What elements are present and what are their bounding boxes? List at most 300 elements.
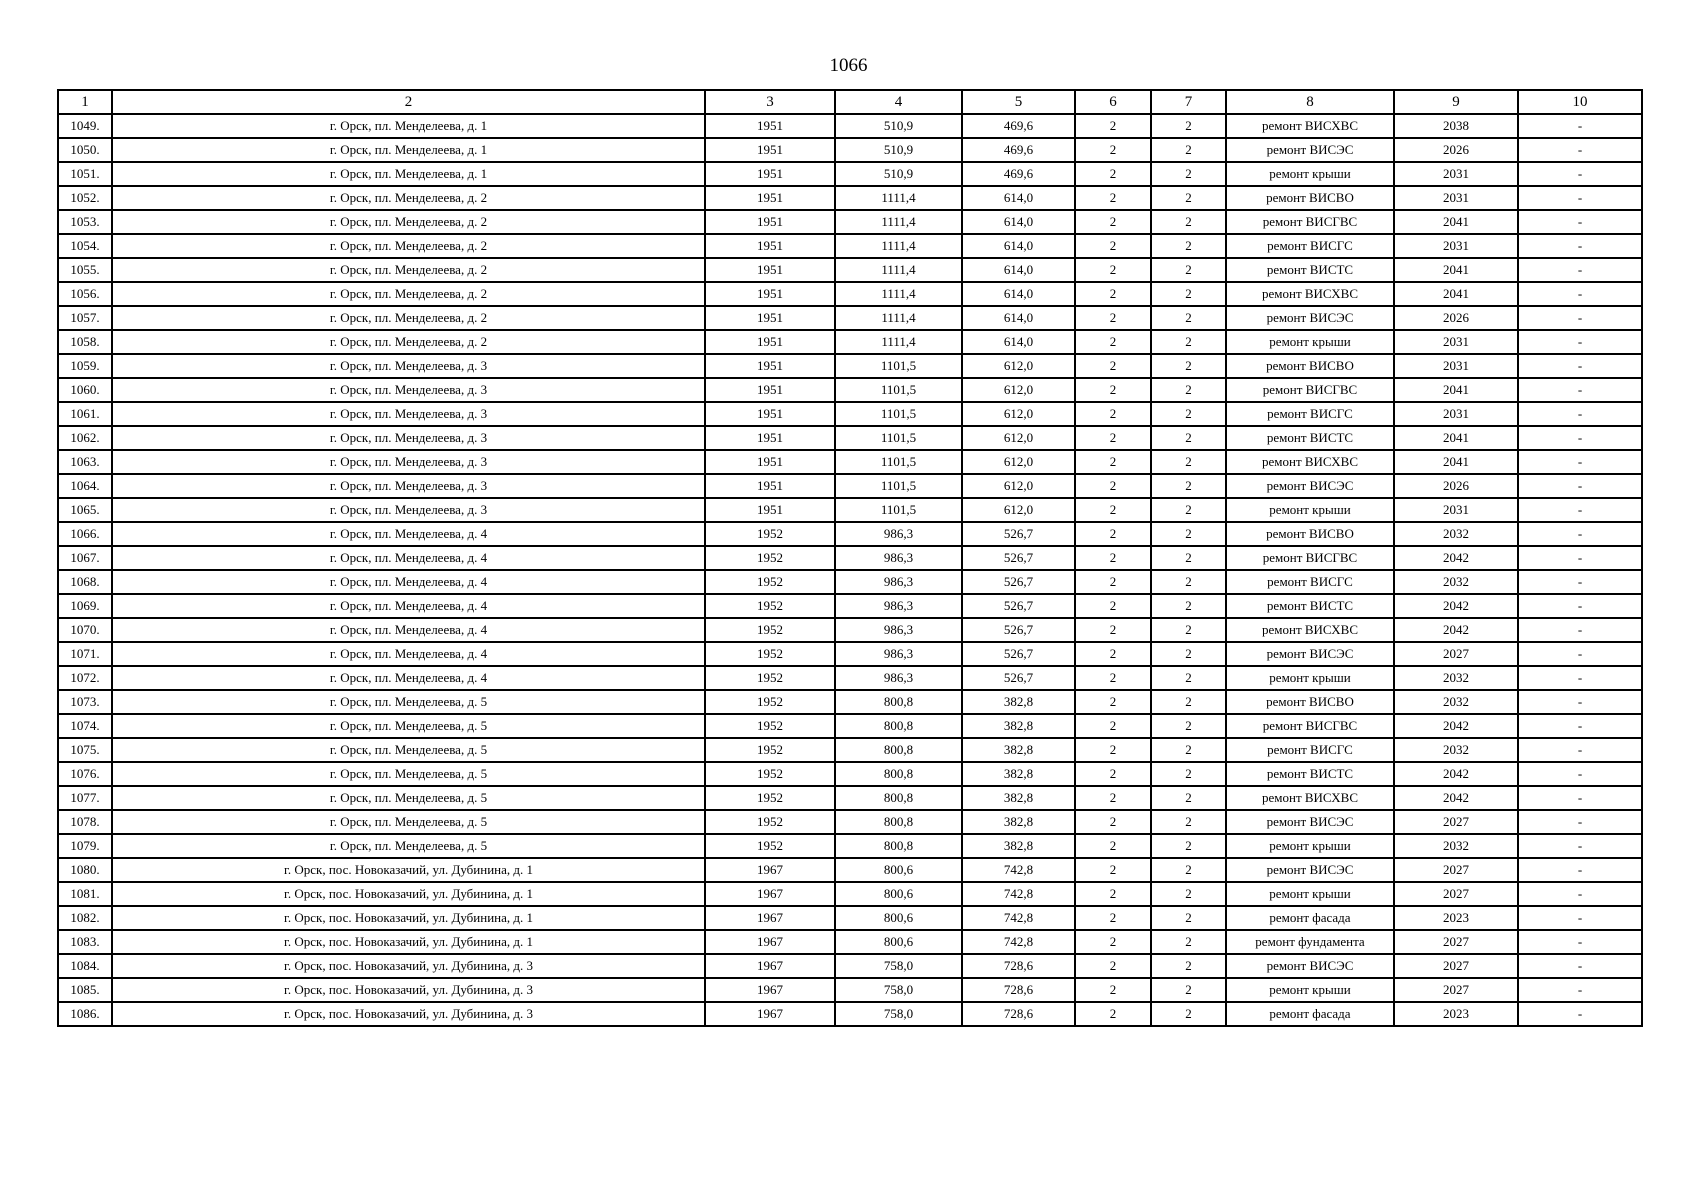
cell-row-number: 1070. bbox=[58, 618, 112, 642]
cell-work-type: ремонт ВИСЭС bbox=[1226, 642, 1394, 666]
cell-note: - bbox=[1518, 930, 1642, 954]
cell-living-area: 742,8 bbox=[962, 882, 1075, 906]
cell-floors: 2 bbox=[1075, 474, 1151, 498]
cell-work-type: ремонт ВИСЭС bbox=[1226, 138, 1394, 162]
header-cell-9: 9 bbox=[1394, 90, 1518, 114]
cell-total-area: 986,3 bbox=[835, 642, 962, 666]
cell-living-area: 728,6 bbox=[962, 978, 1075, 1002]
cell-floors: 2 bbox=[1075, 690, 1151, 714]
table-row bbox=[58, 954, 1642, 978]
cell-row-number: 1050. bbox=[58, 138, 112, 162]
cell-living-area: 526,7 bbox=[962, 642, 1075, 666]
cell-row-number: 1073. bbox=[58, 690, 112, 714]
cell-year-built: 1952 bbox=[705, 642, 835, 666]
cell-floors: 2 bbox=[1075, 738, 1151, 762]
cell-living-area: 382,8 bbox=[962, 810, 1075, 834]
cell-row-number: 1059. bbox=[58, 354, 112, 378]
table-row bbox=[58, 426, 1642, 450]
cell-total-area: 986,3 bbox=[835, 546, 962, 570]
cell-year-built: 1952 bbox=[705, 522, 835, 546]
cell-total-area: 1101,5 bbox=[835, 426, 962, 450]
cell-work-type: ремонт ВИСХВС bbox=[1226, 450, 1394, 474]
cell-work-type: ремонт ВИСЭС bbox=[1226, 954, 1394, 978]
cell-year-built: 1951 bbox=[705, 258, 835, 282]
cell-floors: 2 bbox=[1075, 354, 1151, 378]
cell-planned-year: 2041 bbox=[1394, 378, 1518, 402]
cell-row-number: 1071. bbox=[58, 642, 112, 666]
cell-year-built: 1952 bbox=[705, 786, 835, 810]
cell-note: - bbox=[1518, 378, 1642, 402]
table-row bbox=[58, 906, 1642, 930]
cell-year-built: 1951 bbox=[705, 402, 835, 426]
table-row bbox=[58, 450, 1642, 474]
cell-year-built: 1951 bbox=[705, 282, 835, 306]
table-row bbox=[58, 618, 1642, 642]
cell-note: - bbox=[1518, 690, 1642, 714]
cell-planned-year: 2042 bbox=[1394, 762, 1518, 786]
cell-year-built: 1952 bbox=[705, 810, 835, 834]
cell-work-type: ремонт ВИСТС bbox=[1226, 762, 1394, 786]
cell-living-area: 382,8 bbox=[962, 714, 1075, 738]
cell-note: - bbox=[1518, 138, 1642, 162]
cell-living-area: 382,8 bbox=[962, 834, 1075, 858]
cell-row-number: 1084. bbox=[58, 954, 112, 978]
cell-address: г. Орск, пл. Менделеева, д. 3 bbox=[112, 402, 705, 426]
cell-work-type: ремонт ВИСХВС bbox=[1226, 786, 1394, 810]
cell-planned-year: 2031 bbox=[1394, 354, 1518, 378]
cell-entrances: 2 bbox=[1151, 378, 1226, 402]
cell-entrances: 2 bbox=[1151, 522, 1226, 546]
header-cell-2: 2 bbox=[112, 90, 705, 114]
cell-entrances: 2 bbox=[1151, 138, 1226, 162]
cell-floors: 2 bbox=[1075, 762, 1151, 786]
cell-living-area: 469,6 bbox=[962, 114, 1075, 138]
cell-address: г. Орск, пл. Менделеева, д. 3 bbox=[112, 498, 705, 522]
cell-entrances: 2 bbox=[1151, 858, 1226, 882]
cell-row-number: 1078. bbox=[58, 810, 112, 834]
cell-row-number: 1086. bbox=[58, 1002, 112, 1026]
cell-planned-year: 2041 bbox=[1394, 426, 1518, 450]
header-cell-4: 4 bbox=[835, 90, 962, 114]
cell-row-number: 1053. bbox=[58, 210, 112, 234]
cell-row-number: 1066. bbox=[58, 522, 112, 546]
cell-row-number: 1085. bbox=[58, 978, 112, 1002]
cell-total-area: 800,8 bbox=[835, 834, 962, 858]
cell-planned-year: 2023 bbox=[1394, 1002, 1518, 1026]
cell-row-number: 1076. bbox=[58, 762, 112, 786]
table-row bbox=[58, 282, 1642, 306]
cell-note: - bbox=[1518, 810, 1642, 834]
table-row bbox=[58, 882, 1642, 906]
cell-entrances: 2 bbox=[1151, 498, 1226, 522]
cell-living-area: 742,8 bbox=[962, 906, 1075, 930]
cell-row-number: 1068. bbox=[58, 570, 112, 594]
cell-floors: 2 bbox=[1075, 882, 1151, 906]
table-row bbox=[58, 714, 1642, 738]
cell-planned-year: 2027 bbox=[1394, 642, 1518, 666]
cell-floors: 2 bbox=[1075, 906, 1151, 930]
cell-living-area: 614,0 bbox=[962, 186, 1075, 210]
cell-planned-year: 2031 bbox=[1394, 234, 1518, 258]
cell-year-built: 1951 bbox=[705, 306, 835, 330]
cell-planned-year: 2042 bbox=[1394, 618, 1518, 642]
cell-floors: 2 bbox=[1075, 426, 1151, 450]
cell-row-number: 1080. bbox=[58, 858, 112, 882]
table-row bbox=[58, 210, 1642, 234]
cell-living-area: 526,7 bbox=[962, 618, 1075, 642]
cell-row-number: 1054. bbox=[58, 234, 112, 258]
cell-entrances: 2 bbox=[1151, 546, 1226, 570]
cell-floors: 2 bbox=[1075, 786, 1151, 810]
cell-living-area: 612,0 bbox=[962, 402, 1075, 426]
cell-total-area: 1111,4 bbox=[835, 258, 962, 282]
cell-floors: 2 bbox=[1075, 834, 1151, 858]
cell-note: - bbox=[1518, 954, 1642, 978]
cell-floors: 2 bbox=[1075, 186, 1151, 210]
cell-work-type: ремонт ВИСЭС bbox=[1226, 474, 1394, 498]
table-body bbox=[58, 114, 1642, 1026]
header-cell-10: 10 bbox=[1518, 90, 1642, 114]
cell-address: г. Орск, пл. Менделеева, д. 4 bbox=[112, 546, 705, 570]
cell-address: г. Орск, пл. Менделеева, д. 4 bbox=[112, 618, 705, 642]
cell-planned-year: 2031 bbox=[1394, 402, 1518, 426]
cell-entrances: 2 bbox=[1151, 738, 1226, 762]
cell-planned-year: 2042 bbox=[1394, 594, 1518, 618]
cell-entrances: 2 bbox=[1151, 114, 1226, 138]
cell-total-area: 986,3 bbox=[835, 594, 962, 618]
cell-row-number: 1056. bbox=[58, 282, 112, 306]
cell-work-type: ремонт крыши bbox=[1226, 498, 1394, 522]
cell-living-area: 469,6 bbox=[962, 138, 1075, 162]
cell-work-type: ремонт ВИСГС bbox=[1226, 234, 1394, 258]
cell-living-area: 526,7 bbox=[962, 546, 1075, 570]
cell-address: г. Орск, пл. Менделеева, д. 5 bbox=[112, 810, 705, 834]
cell-total-area: 1101,5 bbox=[835, 378, 962, 402]
cell-living-area: 382,8 bbox=[962, 786, 1075, 810]
cell-work-type: ремонт крыши bbox=[1226, 882, 1394, 906]
table-row bbox=[58, 858, 1642, 882]
cell-work-type: ремонт фасада bbox=[1226, 1002, 1394, 1026]
repair-schedule-table bbox=[57, 89, 1643, 1027]
cell-work-type: ремонт крыши bbox=[1226, 162, 1394, 186]
cell-total-area: 800,6 bbox=[835, 930, 962, 954]
cell-note: - bbox=[1518, 522, 1642, 546]
cell-work-type: ремонт ВИСГС bbox=[1226, 570, 1394, 594]
cell-work-type: ремонт крыши bbox=[1226, 330, 1394, 354]
cell-year-built: 1952 bbox=[705, 666, 835, 690]
cell-address: г. Орск, пл. Менделеева, д. 4 bbox=[112, 570, 705, 594]
cell-planned-year: 2041 bbox=[1394, 450, 1518, 474]
cell-entrances: 2 bbox=[1151, 570, 1226, 594]
cell-year-built: 1952 bbox=[705, 834, 835, 858]
cell-total-area: 986,3 bbox=[835, 618, 962, 642]
cell-address: г. Орск, пл. Менделеева, д. 3 bbox=[112, 426, 705, 450]
table-row bbox=[58, 354, 1642, 378]
cell-planned-year: 2031 bbox=[1394, 186, 1518, 210]
cell-floors: 2 bbox=[1075, 714, 1151, 738]
cell-living-area: 469,6 bbox=[962, 162, 1075, 186]
cell-floors: 2 bbox=[1075, 666, 1151, 690]
cell-total-area: 986,3 bbox=[835, 666, 962, 690]
cell-floors: 2 bbox=[1075, 858, 1151, 882]
cell-floors: 2 bbox=[1075, 498, 1151, 522]
cell-entrances: 2 bbox=[1151, 762, 1226, 786]
cell-entrances: 2 bbox=[1151, 450, 1226, 474]
cell-year-built: 1967 bbox=[705, 858, 835, 882]
cell-total-area: 986,3 bbox=[835, 570, 962, 594]
cell-entrances: 2 bbox=[1151, 834, 1226, 858]
cell-floors: 2 bbox=[1075, 234, 1151, 258]
cell-note: - bbox=[1518, 738, 1642, 762]
page-number: 1066 bbox=[829, 55, 868, 76]
cell-planned-year: 2041 bbox=[1394, 258, 1518, 282]
cell-living-area: 612,0 bbox=[962, 378, 1075, 402]
cell-total-area: 1111,4 bbox=[835, 330, 962, 354]
cell-note: - bbox=[1518, 498, 1642, 522]
cell-planned-year: 2031 bbox=[1394, 330, 1518, 354]
cell-work-type: ремонт крыши bbox=[1226, 666, 1394, 690]
cell-note: - bbox=[1518, 402, 1642, 426]
cell-total-area: 800,6 bbox=[835, 858, 962, 882]
cell-planned-year: 2032 bbox=[1394, 570, 1518, 594]
cell-entrances: 2 bbox=[1151, 618, 1226, 642]
cell-note: - bbox=[1518, 834, 1642, 858]
cell-planned-year: 2042 bbox=[1394, 714, 1518, 738]
cell-year-built: 1952 bbox=[705, 714, 835, 738]
table-row bbox=[58, 474, 1642, 498]
cell-living-area: 612,0 bbox=[962, 450, 1075, 474]
cell-floors: 2 bbox=[1075, 306, 1151, 330]
cell-living-area: 526,7 bbox=[962, 666, 1075, 690]
cell-note: - bbox=[1518, 978, 1642, 1002]
cell-year-built: 1952 bbox=[705, 618, 835, 642]
cell-note: - bbox=[1518, 210, 1642, 234]
cell-address: г. Орск, пл. Менделеева, д. 1 bbox=[112, 162, 705, 186]
cell-year-built: 1967 bbox=[705, 906, 835, 930]
cell-year-built: 1951 bbox=[705, 162, 835, 186]
cell-address: г. Орск, пос. Новоказачий, ул. Дубинина, д. 1 bbox=[112, 906, 705, 930]
cell-total-area: 1111,4 bbox=[835, 282, 962, 306]
cell-note: - bbox=[1518, 594, 1642, 618]
cell-row-number: 1077. bbox=[58, 786, 112, 810]
cell-address: г. Орск, пл. Менделеева, д. 2 bbox=[112, 234, 705, 258]
cell-entrances: 2 bbox=[1151, 306, 1226, 330]
cell-planned-year: 2027 bbox=[1394, 978, 1518, 1002]
cell-year-built: 1951 bbox=[705, 210, 835, 234]
cell-planned-year: 2031 bbox=[1394, 162, 1518, 186]
cell-floors: 2 bbox=[1075, 114, 1151, 138]
cell-entrances: 2 bbox=[1151, 162, 1226, 186]
cell-living-area: 614,0 bbox=[962, 234, 1075, 258]
cell-planned-year: 2027 bbox=[1394, 930, 1518, 954]
cell-year-built: 1951 bbox=[705, 234, 835, 258]
cell-total-area: 800,6 bbox=[835, 882, 962, 906]
cell-note: - bbox=[1518, 282, 1642, 306]
cell-entrances: 2 bbox=[1151, 690, 1226, 714]
cell-note: - bbox=[1518, 474, 1642, 498]
cell-planned-year: 2032 bbox=[1394, 522, 1518, 546]
cell-year-built: 1951 bbox=[705, 354, 835, 378]
cell-note: - bbox=[1518, 234, 1642, 258]
cell-work-type: ремонт ВИСТС bbox=[1226, 426, 1394, 450]
cell-row-number: 1049. bbox=[58, 114, 112, 138]
cell-note: - bbox=[1518, 714, 1642, 738]
cell-note: - bbox=[1518, 786, 1642, 810]
cell-floors: 2 bbox=[1075, 954, 1151, 978]
header-cell-1: 1 bbox=[58, 90, 112, 114]
cell-total-area: 1101,5 bbox=[835, 354, 962, 378]
cell-note: - bbox=[1518, 354, 1642, 378]
cell-work-type: ремонт ВИСХВС bbox=[1226, 282, 1394, 306]
cell-year-built: 1967 bbox=[705, 1002, 835, 1026]
cell-year-built: 1951 bbox=[705, 426, 835, 450]
table-row bbox=[58, 138, 1642, 162]
cell-address: г. Орск, пл. Менделеева, д. 2 bbox=[112, 306, 705, 330]
cell-address: г. Орск, пос. Новоказачий, ул. Дубинина, д. 3 bbox=[112, 1002, 705, 1026]
cell-row-number: 1075. bbox=[58, 738, 112, 762]
cell-planned-year: 2041 bbox=[1394, 282, 1518, 306]
table-row bbox=[58, 738, 1642, 762]
table-row bbox=[58, 258, 1642, 282]
cell-living-area: 742,8 bbox=[962, 930, 1075, 954]
cell-year-built: 1952 bbox=[705, 690, 835, 714]
cell-year-built: 1951 bbox=[705, 474, 835, 498]
cell-address: г. Орск, пл. Менделеева, д. 4 bbox=[112, 594, 705, 618]
cell-floors: 2 bbox=[1075, 930, 1151, 954]
cell-living-area: 614,0 bbox=[962, 210, 1075, 234]
cell-floors: 2 bbox=[1075, 522, 1151, 546]
cell-entrances: 2 bbox=[1151, 594, 1226, 618]
table-row bbox=[58, 570, 1642, 594]
cell-row-number: 1061. bbox=[58, 402, 112, 426]
cell-year-built: 1952 bbox=[705, 594, 835, 618]
table-row bbox=[58, 594, 1642, 618]
cell-planned-year: 2027 bbox=[1394, 810, 1518, 834]
cell-work-type: ремонт ВИСВО bbox=[1226, 522, 1394, 546]
cell-floors: 2 bbox=[1075, 450, 1151, 474]
header-cell-5: 5 bbox=[962, 90, 1075, 114]
cell-floors: 2 bbox=[1075, 402, 1151, 426]
cell-year-built: 1951 bbox=[705, 186, 835, 210]
cell-work-type: ремонт ВИСХВС bbox=[1226, 114, 1394, 138]
cell-work-type: ремонт крыши bbox=[1226, 978, 1394, 1002]
table-row bbox=[58, 810, 1642, 834]
cell-note: - bbox=[1518, 1002, 1642, 1026]
cell-work-type: ремонт ВИСГВС bbox=[1226, 714, 1394, 738]
cell-address: г. Орск, пл. Менделеева, д. 5 bbox=[112, 690, 705, 714]
cell-planned-year: 2032 bbox=[1394, 738, 1518, 762]
table-row bbox=[58, 114, 1642, 138]
cell-total-area: 1111,4 bbox=[835, 234, 962, 258]
cell-work-type: ремонт ВИСХВС bbox=[1226, 618, 1394, 642]
header-cell-6: 6 bbox=[1075, 90, 1151, 114]
cell-row-number: 1065. bbox=[58, 498, 112, 522]
cell-row-number: 1069. bbox=[58, 594, 112, 618]
cell-entrances: 2 bbox=[1151, 210, 1226, 234]
cell-floors: 2 bbox=[1075, 642, 1151, 666]
cell-planned-year: 2042 bbox=[1394, 786, 1518, 810]
cell-row-number: 1072. bbox=[58, 666, 112, 690]
table-row bbox=[58, 234, 1642, 258]
cell-address: г. Орск, пл. Менделеева, д. 2 bbox=[112, 282, 705, 306]
cell-work-type: ремонт ВИСГС bbox=[1226, 402, 1394, 426]
cell-total-area: 1111,4 bbox=[835, 210, 962, 234]
cell-note: - bbox=[1518, 546, 1642, 570]
cell-entrances: 2 bbox=[1151, 474, 1226, 498]
cell-work-type: ремонт ВИСТС bbox=[1226, 258, 1394, 282]
cell-living-area: 526,7 bbox=[962, 594, 1075, 618]
cell-address: г. Орск, пл. Менделеева, д. 3 bbox=[112, 474, 705, 498]
cell-row-number: 1081. bbox=[58, 882, 112, 906]
cell-planned-year: 2031 bbox=[1394, 498, 1518, 522]
cell-address: г. Орск, пл. Менделеева, д. 2 bbox=[112, 186, 705, 210]
cell-planned-year: 2041 bbox=[1394, 210, 1518, 234]
cell-planned-year: 2026 bbox=[1394, 306, 1518, 330]
cell-total-area: 800,6 bbox=[835, 906, 962, 930]
cell-note: - bbox=[1518, 162, 1642, 186]
cell-planned-year: 2023 bbox=[1394, 906, 1518, 930]
cell-note: - bbox=[1518, 762, 1642, 786]
cell-floors: 2 bbox=[1075, 162, 1151, 186]
cell-floors: 2 bbox=[1075, 810, 1151, 834]
cell-work-type: ремонт ВИСГВС bbox=[1226, 546, 1394, 570]
cell-entrances: 2 bbox=[1151, 402, 1226, 426]
table-row bbox=[58, 306, 1642, 330]
cell-row-number: 1058. bbox=[58, 330, 112, 354]
cell-address: г. Орск, пл. Менделеева, д. 3 bbox=[112, 450, 705, 474]
cell-planned-year: 2027 bbox=[1394, 858, 1518, 882]
cell-entrances: 2 bbox=[1151, 810, 1226, 834]
cell-note: - bbox=[1518, 258, 1642, 282]
cell-living-area: 614,0 bbox=[962, 258, 1075, 282]
cell-living-area: 612,0 bbox=[962, 426, 1075, 450]
cell-year-built: 1951 bbox=[705, 378, 835, 402]
cell-planned-year: 2032 bbox=[1394, 690, 1518, 714]
cell-address: г. Орск, пос. Новоказачий, ул. Дубинина, д. 1 bbox=[112, 882, 705, 906]
cell-year-built: 1967 bbox=[705, 978, 835, 1002]
cell-year-built: 1967 bbox=[705, 930, 835, 954]
cell-note: - bbox=[1518, 642, 1642, 666]
cell-year-built: 1952 bbox=[705, 738, 835, 762]
cell-address: г. Орск, пос. Новоказачий, ул. Дубинина, д. 3 bbox=[112, 978, 705, 1002]
cell-living-area: 382,8 bbox=[962, 738, 1075, 762]
cell-total-area: 800,8 bbox=[835, 810, 962, 834]
cell-address: г. Орск, пл. Менделеева, д. 5 bbox=[112, 834, 705, 858]
cell-living-area: 728,6 bbox=[962, 1002, 1075, 1026]
table-row bbox=[58, 978, 1642, 1002]
cell-living-area: 612,0 bbox=[962, 498, 1075, 522]
cell-address: г. Орск, пл. Менделеева, д. 5 bbox=[112, 738, 705, 762]
table-row bbox=[58, 378, 1642, 402]
table-row bbox=[58, 162, 1642, 186]
table-row bbox=[58, 666, 1642, 690]
cell-entrances: 2 bbox=[1151, 954, 1226, 978]
cell-work-type: ремонт ВИСГС bbox=[1226, 738, 1394, 762]
cell-entrances: 2 bbox=[1151, 666, 1226, 690]
cell-total-area: 510,9 bbox=[835, 138, 962, 162]
cell-work-type: ремонт ВИСТС bbox=[1226, 594, 1394, 618]
cell-living-area: 526,7 bbox=[962, 570, 1075, 594]
cell-living-area: 382,8 bbox=[962, 762, 1075, 786]
cell-address: г. Орск, пос. Новоказачий, ул. Дубинина, д. 3 bbox=[112, 954, 705, 978]
cell-living-area: 612,0 bbox=[962, 474, 1075, 498]
cell-year-built: 1967 bbox=[705, 954, 835, 978]
header-cell-3: 3 bbox=[705, 90, 835, 114]
cell-work-type: ремонт крыши bbox=[1226, 834, 1394, 858]
cell-address: г. Орск, пл. Менделеева, д. 4 bbox=[112, 642, 705, 666]
cell-floors: 2 bbox=[1075, 546, 1151, 570]
cell-note: - bbox=[1518, 330, 1642, 354]
